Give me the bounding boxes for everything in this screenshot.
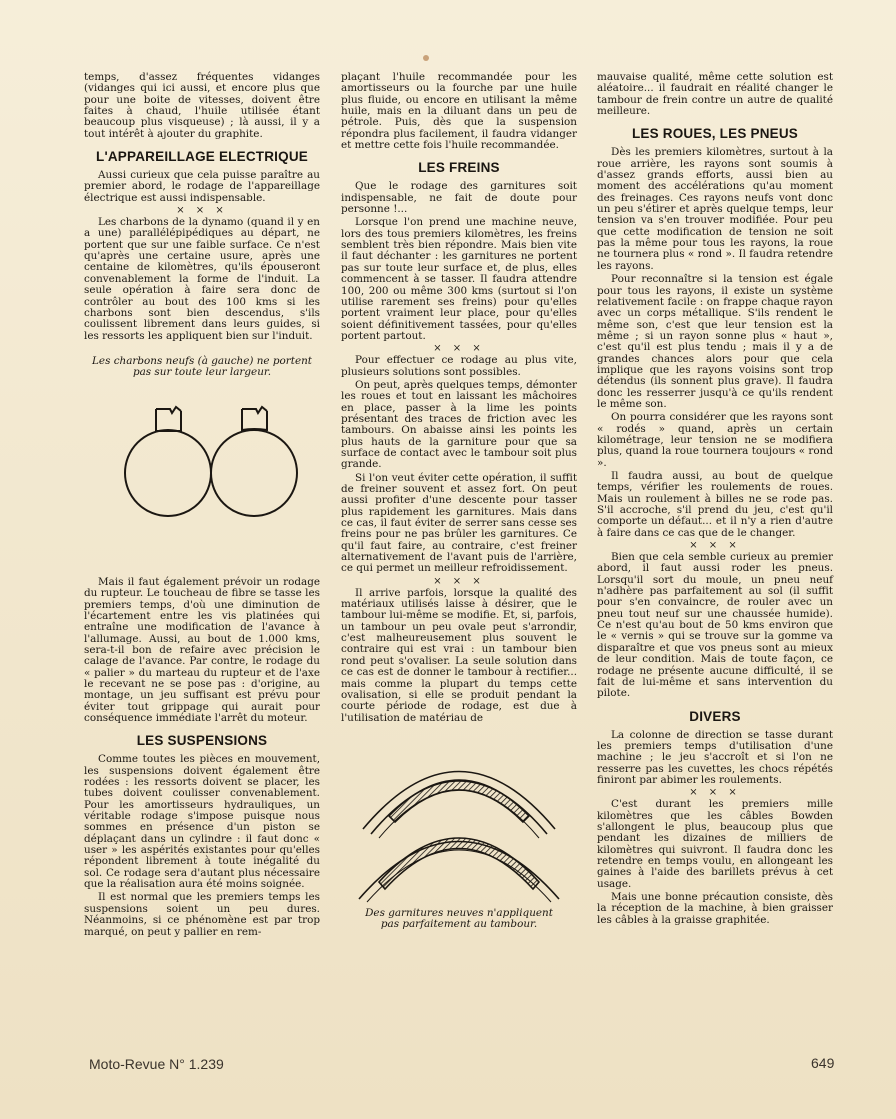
paragraph: Lorsque l'on prend une machine neuve, lors des tous premiers kilomètres, les freins semblent très bien répondre. Mais bien vite il faut déchanter : les garnitures ne portent pas sur toute leur surface et, de plus, elles commencent à se tasser. Il faudra attendre 100, 200 ou même 300 kms (surtout si l'on utilise rarement ses freins) pour qu'elles portent vraiment leur place, pour qu'elles soient définitivement tassées, pour qu'elles portent partout. (341, 216, 577, 342)
paragraph: Bien que cela semble curieux au premier abord, il faut aussi roder les pneus. Lorsqu'il sort du moule, un pneu neuf n'adhère pas parfaitement au sol (il suffit pour s'en convaincre, de rouler avec un pneu tout neuf sur une chaussée humide). Ce n'est qu'au bout de 50 kms environ que le « vernis » qui se trouve sur la gomme va disparaître et que vos pneus sont au mieux de leur condition. Mais de toute façon, ce rodage ne présente aucune difficulté, il se fait de lui-même et sans intervention du pilote. (597, 551, 833, 700)
paragraph: Mais il faut également prévoir un rodage du rupteur. Le toucheau de fibre se tasse les premiers temps, d'où une diminution de l'écartement entre les vis platinées qui entraîne une modification de l'avance à l'allumage. Aussi, au bout de 1.000 kms, sera-t-il bon de refaire avec précision le calage de l'avance. Par contre, le rodage du « palier » du marteau du rupteur et de l'axe le recevant ne se pose pas : d'origine, au montage, un jeu suffisant est prévu pour éviter tout grippage qui aurait pour conséquence immédiate l'arrêt du moteur. (84, 575, 320, 724)
paragraph: Les charbons de la dynamo (quand il y en a une) parallélépipédiques au départ, ne portent que sur une faible surface. Ce n'est qu'après une certaine usure, après une centaine de kilomètres, qu'ils épouseront convenablement la forme de l'induit. La seule opération à faire sera donc de contrôler au bout des 100 kms si les charbons sont bien descendus, s'ils coulissent librement dans leurs guides, si les ressorts les appliquent bien sur l'induit. (84, 216, 320, 342)
separator: × × × (433, 575, 485, 587)
section-heading-divers: DIVERS (689, 708, 741, 724)
paragraph: temps, d'assez fréquentes vidanges (vidanges qui ici aussi, et encore plus que pour une boite de vitesses, doivent être faites à chaud, l'huile utilisée étant beaucoup plus visqueuse) ; là aussi, il y a tout intérêt à ajouter du graphite. (84, 71, 320, 140)
column-middle (341, 72, 577, 931)
paragraph: Il est normal que les premiers temps les suspensions soient un peu dures. Néanmoins, si ce phénomène est par trop marqué, on peut y pallier en rem- (84, 891, 320, 938)
paragraph: Pour effectuer ce rodage au plus vite, plusieurs solutions sont possibles. (341, 354, 577, 378)
paragraph: C'est durant les premiers mille kilomètres que les câbles Bowden s'allongent le plus, beaucoup plus que pendant les dizaines de milliers de kilomètres qui suivront. Il faudra donc les retendre en temps voulu, en allongeant les gaines à l'aide des barillets prévus à cet usage. (597, 798, 833, 890)
garnitures-illustration (349, 734, 569, 904)
paragraph: Pour reconnaître si la tension est égale pour tous les rayons, il existe un système relativement facile : on frappe chaque rayon avec un corps métallique. S'ils rendent le même son, c'est que leur tension est la même ; si un rayon sonne plus « haut », c'est qu'il est plus tendu ; mais il y a de grandes chances alors pour que cela implique que les rayons voisins sont trop détendus (ils sonnent plus grave). Il faudra donc les resserrer jusqu'à ce qu'ils rendent le même son. (597, 273, 833, 410)
paragraph: Mais une bonne précaution consiste, dès la réception de la machine, à bien graisser les câbles à la graisse graphitée. (597, 891, 833, 926)
paragraph: Aussi curieux que cela puisse paraître au premier abord, le rodage de l'appareillage électrique est aussi indispensable. (84, 169, 320, 204)
separator: × × × (433, 343, 485, 355)
magazine-issue: Moto-Revue N° 1.239 (89, 1056, 224, 1072)
paragraph: Comme toutes les pièces en mouvement, les suspensions doivent également être rodées : les ressorts doivent se placer, les tubes doivent coulisser convenablement. Pour les amortisseurs hydrauliques, un véritable rodage s'impose puisque nous sommes en présence d'un piston se déplaçant dans un cylindre : il faut donc « user » les aspérités existantes pour qu'elles répondent librement à toute inégalité du sol. Ce rodage sera d'autant plus nécessaire que la réalisation aura été moins soignée. (84, 753, 320, 891)
section-heading-appareillage: L'APPAREILLAGE ELECTRIQUE (96, 149, 308, 165)
section-heading-roues: LES ROUES, LES PNEUS (631, 126, 799, 142)
figure-caption-charbons: Les charbons neufs (à gauche) ne portent pas sur toute leur largeur. (92, 354, 312, 379)
charbons-illustration (86, 387, 316, 537)
column-left (84, 72, 320, 940)
paragraph: Que le rodage des garnitures soit indispensable, ne fait de doute pour personne !... (341, 180, 577, 216)
paragraph: On pourra considérer que les rayons sont « rodés » quand, après un certain kilométrage, leur tension ne se modifiera plus, quand la roue tournera toujours « rond ». (597, 411, 833, 469)
separator: × × × (176, 205, 228, 217)
section-heading-freins: LES FREINS (418, 160, 500, 176)
figure-caption-garnitures: Des garnitures neuves n'appliquent pas parfaitement au tambour. (365, 906, 553, 931)
paragraph: Si l'on veut éviter cette opération, il suffit de freiner souvent et assez fort. On peut aussi profiter d'une descente pour tasser plus rapidement les garnitures. Mais dans ce cas, il faut éviter de serrer sans cesse ses freins pour ne pas brûler les garnitures. Ce qu'il faut faire, au contraire, c'est freiner alternativement de l'avant puis de l'arrière, ce qui permet un meilleur refroidissement. (341, 471, 577, 575)
paragraph: La colonne de direction se tasse durant les premiers temps d'utilisation d'une machine ; le jeu s'accroît et si l'on ne resserre pas les cuvettes, les chocs répétés finiront par abimer les roulements. (597, 728, 833, 786)
paragraph: Il arrive parfois, lorsque la qualité des matériaux utilisés laisse à désirer, que le tambour lui-même se modifie. Et, si, parfois, un tambour un peu ovale peut s'arrondir, c'est malheureusement plus souvent le contraire qui est vrai : un tambour bien rond peut s'ovaliser. La seule solution dans ce cas est de donner le tambour à rectifier... mais comme la plupart du temps cette ovalisation, si elle se produit pendant la courte période de rodage, est due à l'utilisation de matériau de (341, 586, 577, 724)
column-right (597, 72, 833, 928)
paragraph: Dès les premiers kilomètres, surtout à la roue arrière, les rayons sont soumis à d'assez grands efforts, aussi bien au moment des accélérations qu'au moment des freinages. Ces rayons neufs vont donc un peu s'étirer et après quelque temps, leur tension va s'en trouver modifiée. Pour peu que cette modification de tension ne soit pas la même pour tous les rayons, la roue ne tournera plus « rond ». Il faudra retendre les rayons. (597, 146, 833, 272)
page-number: 649 (811, 1055, 835, 1071)
section-heading-suspensions: LES SUSPENSIONS (136, 733, 268, 749)
paragraph: Il faudra aussi, au bout de quelque temps, vérifier les roulements de roues. Mais un roulement à billes ne se rode pas. S'il accroche, s'il prend du jeu, c'est qu'il comporte un défaut... et il n'y a rien d'autre à faire dans ce cas que de le changer. (597, 470, 833, 539)
paragraph: plaçant l'huile recommandée pour les amortisseurs ou la fourche par une huile plus fluide, ou encore en utilisant la même huile, mais en la diluant dans un peu de pétrole. Puis, dès que la suspension répondra plus facilement, il faudra vidanger et mettre cette fois l'huile recommandée. (341, 71, 577, 152)
separator: × × × (689, 787, 741, 799)
paragraph: mauvaise qualité, même cette solution est aléatoire... il faudrait en réalité changer le tambour de frein contre un autre de qualité meilleure. (597, 71, 833, 118)
ink-spot (423, 55, 429, 61)
separator: × × × (689, 540, 741, 552)
paragraph: On peut, après quelques temps, démonter les roues et tout en laissant les mâchoires en place, passer à la lime les points présentant des traces de friction avec les tambours. On abaisse ainsi les points les plus hauts de la garniture pour que sa surface de contact avec le tambour soit plus grande. (341, 378, 577, 471)
